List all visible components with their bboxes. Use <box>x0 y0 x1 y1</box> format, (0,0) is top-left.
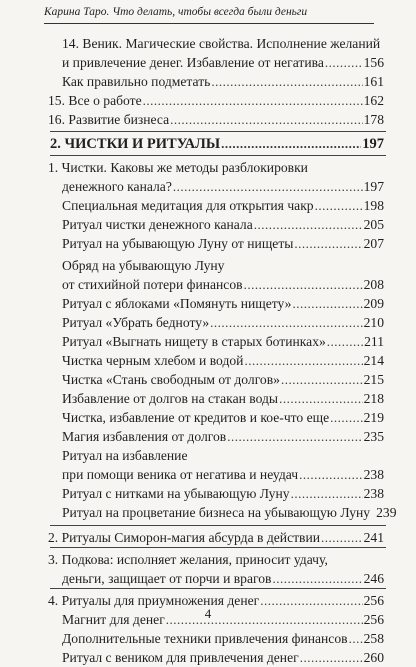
toc-entry <box>48 158 384 177</box>
toc-entry <box>62 215 384 234</box>
toc-page-number: 258 <box>363 631 384 646</box>
toc-entry-title: Специальная медитация для открытия чакр <box>62 198 314 213</box>
toc-entry <box>48 110 384 129</box>
toc-dot-leader <box>170 110 362 129</box>
toc-entry-title: Ритуал чистки денежного канала <box>62 217 253 232</box>
toc-dot-leader <box>315 196 363 215</box>
toc-entry-title: Ритуал с нитками на убывающую Луну <box>62 486 290 501</box>
toc-page-number: 211 <box>364 334 384 349</box>
toc-entry-title: 2. Ритуалы Симорон-магия абсурда в действии <box>48 530 321 545</box>
toc-page-number: 205 <box>363 217 384 232</box>
toc-page-number: 260 <box>363 650 384 665</box>
toc-entry-title: Как правильно подметать <box>62 74 211 89</box>
toc-entry <box>62 196 384 215</box>
toc-entry-title: Ритуал «Убрать бедноту» <box>62 315 210 330</box>
toc-dot-leader <box>330 408 362 427</box>
running-head: Карина Таро. Что делать, чтобы всегда были деньги <box>44 6 308 18</box>
toc-page-number: 162 <box>363 93 384 108</box>
toc-dot-leader <box>281 370 363 389</box>
toc-entry <box>62 484 384 503</box>
toc-entry-title: 15. Все о работе <box>48 93 142 108</box>
toc-section-divider <box>50 155 386 156</box>
toc-section-divider <box>50 547 386 548</box>
toc-dot-leader <box>244 351 362 370</box>
toc-entry-title: Дополнительные техники привлечения финансов <box>62 631 348 646</box>
toc-entry <box>62 34 384 53</box>
toc-section-divider <box>50 588 386 589</box>
toc-page-number: 197 <box>363 179 384 194</box>
toc-entry-title: Ритуал «Выгнать нищету в старых ботинках» <box>62 334 326 349</box>
toc-dot-leader <box>211 72 362 91</box>
toc-entry-title: Магия избавления от долгов <box>62 429 227 444</box>
toc-entry-title: 14. Веник. Магические свойства. Исполнение желаний <box>62 36 381 51</box>
toc-entry <box>62 177 384 196</box>
toc-entry-title: от стихийной потери финансов <box>62 277 243 292</box>
toc-dot-leader <box>210 313 362 332</box>
toc-dot-leader <box>292 294 362 313</box>
toc-page-number: 238 <box>363 486 384 501</box>
toc-dot-leader <box>325 53 363 72</box>
toc-entry <box>62 389 384 408</box>
toc-entry <box>62 465 384 484</box>
toc-entry <box>48 528 384 547</box>
toc-dot-leader <box>321 528 363 547</box>
toc-dot-leader <box>244 275 363 294</box>
page-number: 4 <box>204 606 212 621</box>
toc-page-number: 219 <box>363 410 384 425</box>
toc-section-divider <box>50 525 386 526</box>
toc-page-number: 209 <box>363 296 384 311</box>
toc-entry-title: Чистка «Стань свободным от долгов» <box>62 372 280 387</box>
toc-entry-title: Ритуал с яблоками «Помянуть нищету» <box>62 296 292 311</box>
toc-dot-leader <box>294 234 362 253</box>
toc-entry <box>62 72 384 91</box>
toc-dot-leader <box>254 215 363 234</box>
toc-dot-leader <box>291 484 363 503</box>
toc-page-number: 235 <box>363 429 384 444</box>
toc-dot-leader <box>300 648 363 667</box>
toc-entry <box>62 332 384 351</box>
toc-section-heading <box>50 134 384 154</box>
toc-entry-title: 16. Развитие бизнеса <box>48 112 170 127</box>
toc-entry <box>62 351 384 370</box>
toc-entry <box>62 569 384 588</box>
toc-entry-title: Магнит для денег <box>62 612 165 627</box>
toc-entry-title: денежного канала? <box>62 179 172 194</box>
toc-page-number: 210 <box>363 315 384 330</box>
toc-dot-leader <box>349 629 363 648</box>
toc-entry-title: при помощи веника от негатива и неудач <box>62 467 299 482</box>
toc-entry <box>62 408 384 427</box>
toc-entry-title: 3. Подкова: исполняет желания, приносит удачу, <box>48 552 328 567</box>
toc-dot-leader <box>173 177 363 196</box>
toc-entry <box>62 256 384 275</box>
toc-entry <box>62 53 384 72</box>
toc-page-number: 208 <box>363 277 384 292</box>
toc-page-number: 218 <box>363 391 384 406</box>
toc-entry <box>48 550 384 569</box>
toc-entry-title: Чистка черным хлебом и водой <box>62 353 244 368</box>
toc-page-number: 198 <box>363 198 384 213</box>
toc-entry <box>62 313 384 332</box>
toc-entry-title: Ритуал на убывающую Луну от нищеты <box>62 236 294 251</box>
toc-entry-title: Чистка, избавление от кредитов и кое-что еще <box>62 410 330 425</box>
toc-entry-title: Обряд на убывающую Луну <box>62 258 225 273</box>
toc-page-number: 161 <box>363 74 384 89</box>
toc-entry <box>62 275 384 294</box>
toc-entry-title: деньги, защищает от порчи и врагов <box>62 571 272 586</box>
toc-dot-leader <box>143 91 363 110</box>
toc-entry-title: Ритуал с веником для привлечения денег <box>62 650 299 665</box>
toc-page-number: 214 <box>363 353 384 368</box>
toc-page-number: 256 <box>363 593 384 608</box>
toc-dot-leader <box>221 134 361 153</box>
toc-page-number: 241 <box>363 530 384 545</box>
toc-page-number: 256 <box>363 612 384 627</box>
toc-dot-leader <box>272 569 362 588</box>
toc-dot-leader <box>299 465 363 484</box>
toc-entry <box>62 629 384 648</box>
toc-entry <box>62 648 384 667</box>
toc-entry-title: 4. Ритуалы для приумножения денег <box>48 593 260 608</box>
toc-entry-title: и привлечение денег. Избавление от негатива <box>62 55 324 70</box>
toc-page-number: 239 <box>376 505 397 520</box>
toc-entry <box>62 427 384 446</box>
toc-entry <box>62 370 384 389</box>
toc-entry-title: 2. ЧИСТКИ И РИТУАЛЫ <box>50 136 221 152</box>
toc-page-number: 238 <box>363 467 384 482</box>
toc-entry-title: Избавление от долгов на стакан воды <box>62 391 279 406</box>
toc-page-number: 215 <box>363 372 384 387</box>
toc-entry <box>62 294 384 313</box>
toc-entry-title: Ритуал на избавление <box>62 448 188 463</box>
toc-dot-leader <box>227 427 362 446</box>
toc-page-number: 156 <box>363 55 384 70</box>
toc-page-number: 246 <box>363 571 384 586</box>
toc-dot-leader <box>279 389 363 408</box>
toc-page-number: 178 <box>363 112 384 127</box>
toc-entry-title: 1. Чистки. Каковы же методы разблокировки <box>48 160 308 175</box>
toc-entry-title: Ритуал на процветание бизнеса на убывающую Луну <box>62 505 371 520</box>
toc-page-number: 207 <box>363 236 384 251</box>
toc-entry <box>48 91 384 110</box>
toc-entry <box>62 234 384 253</box>
toc-section-divider <box>50 131 386 132</box>
toc-dot-leader <box>327 332 363 351</box>
toc-entry <box>62 446 384 465</box>
toc-page-number: 197 <box>362 136 384 152</box>
toc-entry <box>62 503 397 522</box>
header-divider <box>44 23 374 24</box>
